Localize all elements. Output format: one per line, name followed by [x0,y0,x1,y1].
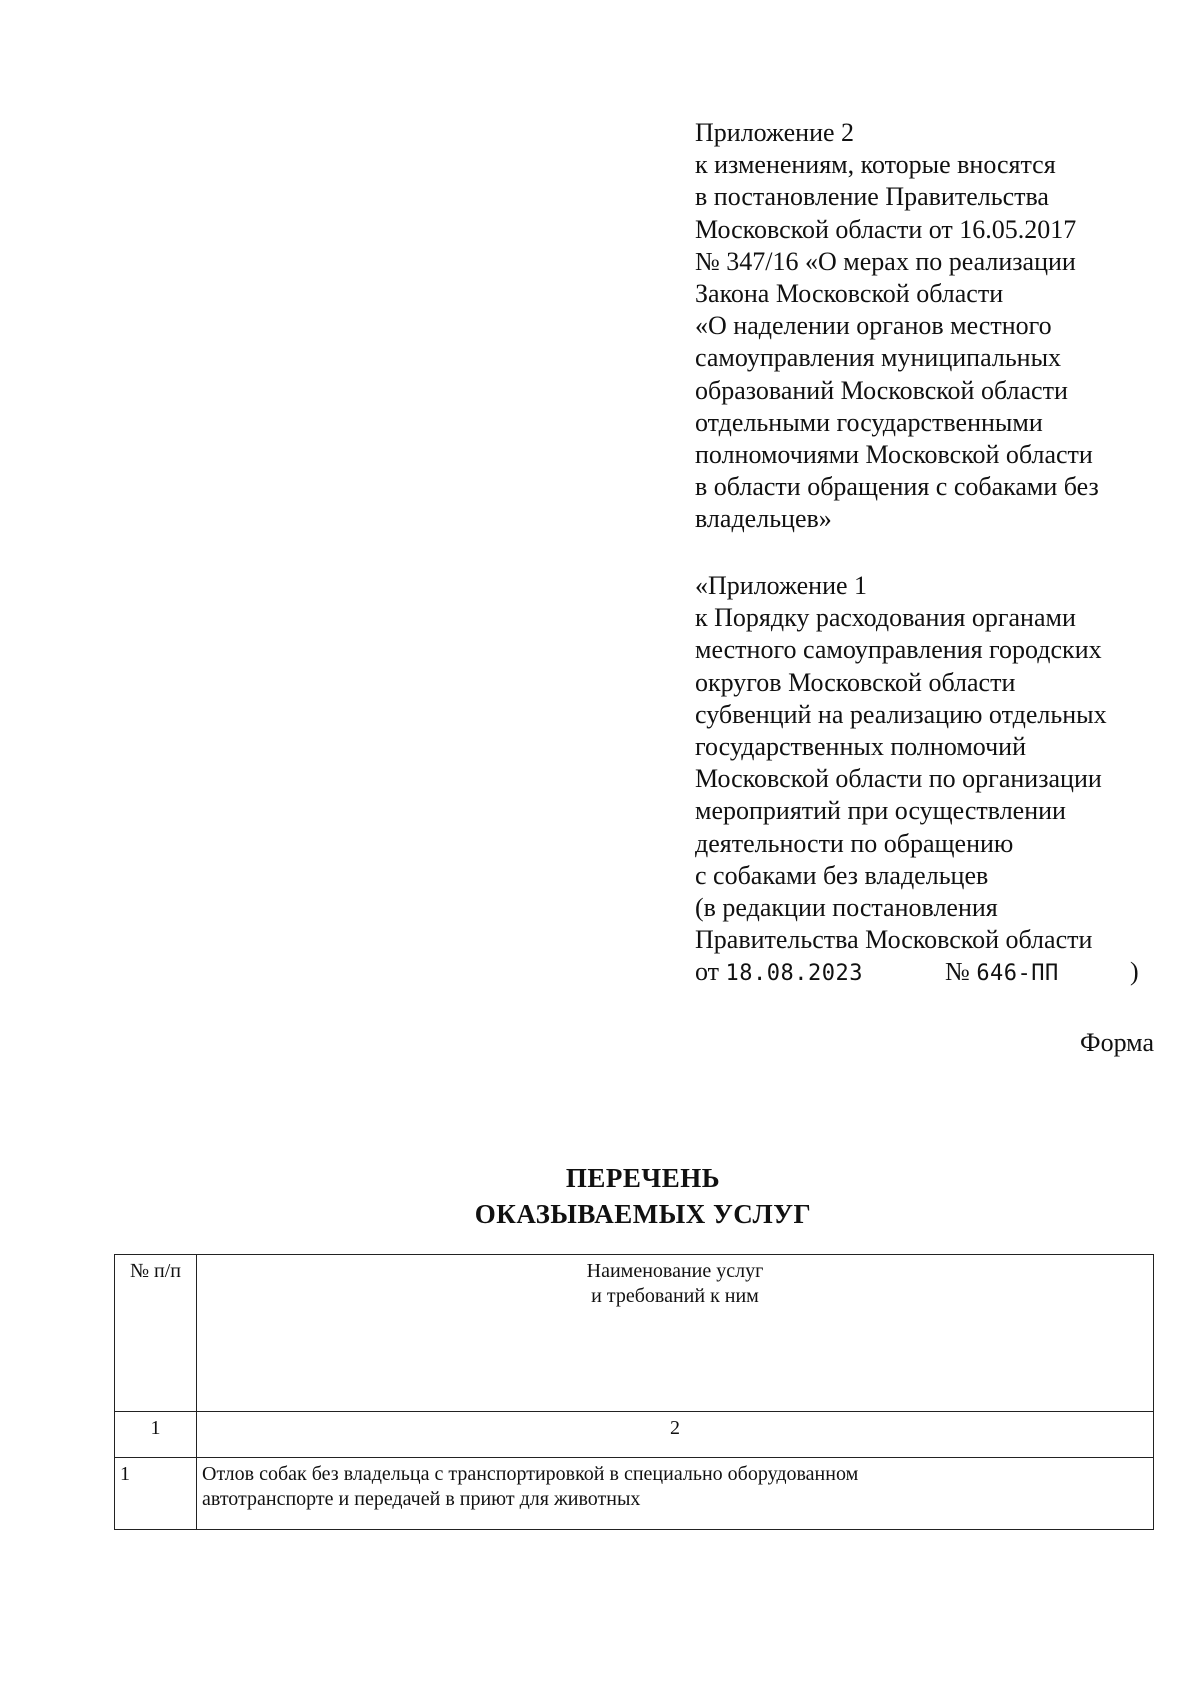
resolution-number [945,956,1059,990]
closing-paren: ) [1130,957,1139,987]
row-num-cell: 1 [115,1458,197,1530]
appendix-2-line: полномочиями Московской области [695,440,1093,470]
appendix-2-line: Московской области от 16.05.2017 [695,214,1077,244]
header-name-line-1: Наименование услуг [586,1260,764,1282]
appendix-2-line: в области обращения с собаками без [695,472,1099,502]
services-table [114,1254,1154,1530]
number-prefix: № [945,957,970,987]
appendix-2-line: самоуправления муниципальных [695,343,1062,373]
table-header-row [115,1255,1154,1412]
appendix-2-line: «О наделении органов местного [695,311,1052,341]
appendix-2-line: Закона Московской области [695,279,1004,309]
appendix-1-line: к Порядку расходования органами [695,603,1076,633]
appendix-1-line: «Приложение 1 [695,571,868,600]
appendix-1-line: округов Московской области [695,667,1016,697]
appendix-2-line: образований Московской области [695,375,1068,405]
row-name-line-1: Отлов собак без владельца с транспортировкой в специально оборудованном [202,1463,859,1485]
column-index-1: 1 [115,1412,197,1458]
title-line-2: ОКАЗЫВАЕМЫХ УСЛУГ [474,1199,812,1229]
column-index-row [115,1412,1154,1458]
appendix-2-line: в постановление Правительства [695,182,1049,212]
appendix-1-line: с собаками без владельцев [695,860,989,890]
resolution-date: 18.08.2023 [725,961,863,987]
appendix-1-line: деятельности по обращению [695,828,1014,858]
appendix-1-line: субвенций на реализацию отдельных [695,699,1107,729]
appendix-2-line: владельцев» [695,504,832,534]
appendix-2-line: № 347/16 «О мерах по реализации [695,246,1076,276]
column-index-2: 2 [197,1412,1154,1458]
header-num-cell: № п/п [115,1255,197,1412]
resolution-date-line [695,956,1175,988]
appendix-1-line: Московской области по организации [695,764,1102,794]
header-name-line-2: и требований к ним [591,1285,759,1307]
appendix-2-line: Приложение 2 [695,118,855,147]
appendix-1-line: мероприятий при осуществлении [695,796,1066,826]
table-row [115,1458,1154,1530]
row-name-line-2: автотранспорте и передачей в приют для животных [202,1488,641,1510]
appendix-1-header [695,570,1175,988]
date-prefix: от [695,957,720,987]
appendix-2-line: к изменениям, которые вносятся [695,150,1056,180]
title-line-1: ПЕРЕЧЕНЬ [565,1163,721,1193]
row-name-cell [197,1458,1154,1530]
appendix-2-header [695,117,1175,536]
appendix-1-line: государственных полномочий [695,732,1027,762]
number-value: 646-ПП [976,961,1059,987]
appendix-1-line: местного самоуправления городских [695,635,1102,665]
appendix-1-line: Правительства Московской области [695,925,1093,955]
appendix-2-line: отдельными государственными [695,407,1043,437]
appendix-1-line: (в редакции постановления [695,893,998,923]
form-label: Форма [1080,1028,1154,1057]
header-name-cell [197,1255,1154,1412]
